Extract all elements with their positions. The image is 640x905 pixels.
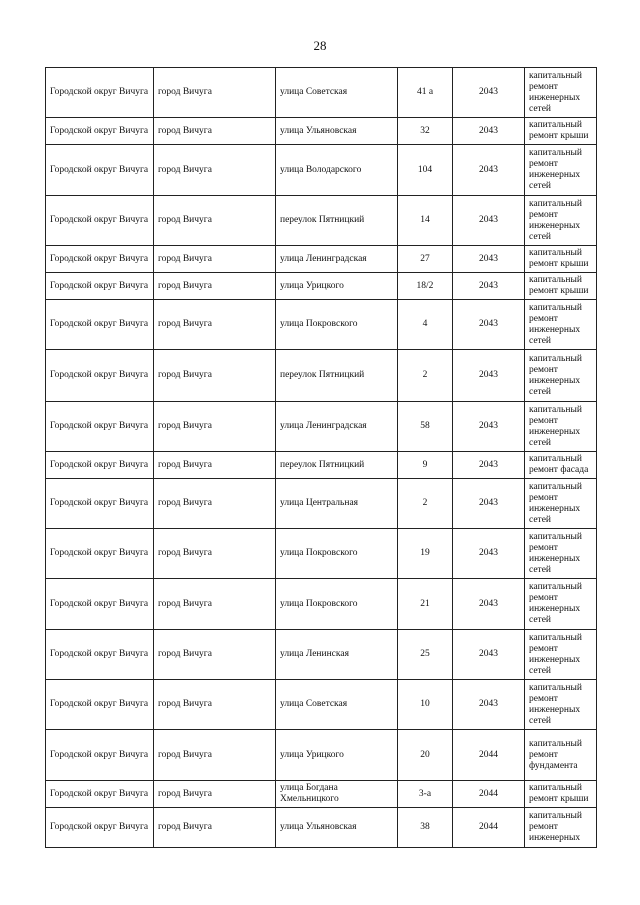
cell-work-type: капитальный ремонт инженерных сетей (525, 479, 597, 529)
table-row (46, 529, 597, 579)
cell-street: улица Ленинская (276, 630, 398, 680)
cell-okrug: Городской округ Вичуга (46, 246, 154, 273)
table-row (46, 452, 597, 479)
cell-work-type: капитальный ремонт инженерных сетей (525, 196, 597, 246)
cell-okrug: Городской округ Вичуга (46, 579, 154, 630)
cell-city: город Вичуга (154, 145, 276, 196)
cell-okrug: Городской округ Вичуга (46, 630, 154, 680)
table-row (46, 680, 597, 730)
cell-house-number: 41 а (398, 68, 453, 118)
cell-work-type: капитальный ремонт инженерных сетей (525, 529, 597, 579)
cell-house-number: 9 (398, 452, 453, 479)
cell-work-type: капитальный ремонт крыши (525, 246, 597, 273)
cell-okrug: Городской округ Вичуга (46, 452, 154, 479)
cell-city: город Вичуга (154, 300, 276, 350)
cell-street: улица Урицкого (276, 273, 398, 300)
cell-house-number: 3-а (398, 781, 453, 808)
cell-city: город Вичуга (154, 529, 276, 579)
cell-year: 2043 (453, 350, 525, 402)
table-row (46, 246, 597, 273)
cell-year: 2043 (453, 68, 525, 118)
cell-year: 2043 (453, 579, 525, 630)
cell-year: 2044 (453, 808, 525, 848)
cell-okrug: Городской округ Вичуга (46, 730, 154, 781)
cell-street: переулок Пятницкий (276, 350, 398, 402)
cell-year: 2043 (453, 529, 525, 579)
cell-city: город Вичуга (154, 579, 276, 630)
table-row (46, 730, 597, 781)
cell-city: город Вичуга (154, 350, 276, 402)
cell-street: улица Богдана Хмельницкого (276, 781, 398, 808)
cell-work-type: капитальный ремонт инженерных сетей (525, 350, 597, 402)
table-row (46, 479, 597, 529)
cell-city: город Вичуга (154, 730, 276, 781)
cell-house-number: 27 (398, 246, 453, 273)
cell-city: город Вичуга (154, 118, 276, 145)
cell-work-type: капитальный ремонт крыши (525, 118, 597, 145)
cell-okrug: Городской округ Вичуга (46, 529, 154, 579)
table-row (46, 145, 597, 196)
cell-city: город Вичуга (154, 680, 276, 730)
cell-city: город Вичуга (154, 246, 276, 273)
cell-year: 2043 (453, 118, 525, 145)
cell-year: 2043 (453, 680, 525, 730)
cell-street: улица Покровского (276, 300, 398, 350)
cell-okrug: Городской округ Вичуга (46, 68, 154, 118)
table-row (46, 781, 597, 808)
table-row (46, 118, 597, 145)
cell-street: улица Покровского (276, 579, 398, 630)
table-row (46, 579, 597, 630)
cell-city: город Вичуга (154, 808, 276, 848)
cell-city: город Вичуга (154, 479, 276, 529)
housing-repair-table (45, 67, 597, 848)
table-row (46, 273, 597, 300)
cell-house-number: 18/2 (398, 273, 453, 300)
cell-city: город Вичуга (154, 781, 276, 808)
cell-city: город Вичуга (154, 402, 276, 452)
cell-city: город Вичуга (154, 68, 276, 118)
cell-street: улица Ульяновская (276, 808, 398, 848)
table-row (46, 402, 597, 452)
cell-work-type: капитальный ремонт крыши (525, 273, 597, 300)
cell-year: 2043 (453, 479, 525, 529)
cell-street: переулок Пятницкий (276, 452, 398, 479)
cell-street: улица Володарского (276, 145, 398, 196)
cell-year: 2043 (453, 246, 525, 273)
cell-work-type: капитальный ремонт инженерных сетей (525, 579, 597, 630)
cell-house-number: 25 (398, 630, 453, 680)
cell-city: город Вичуга (154, 630, 276, 680)
cell-house-number: 104 (398, 145, 453, 196)
cell-street: улица Ульяновская (276, 118, 398, 145)
cell-okrug: Городской округ Вичуга (46, 479, 154, 529)
cell-street: улица Урицкого (276, 730, 398, 781)
cell-work-type: капитальный ремонт фундамента (525, 730, 597, 781)
cell-year: 2043 (453, 402, 525, 452)
cell-okrug: Городской округ Вичуга (46, 196, 154, 246)
cell-year: 2043 (453, 300, 525, 350)
cell-work-type: капитальный ремонт инженерных сетей (525, 402, 597, 452)
cell-house-number: 2 (398, 350, 453, 402)
cell-year: 2043 (453, 630, 525, 680)
cell-work-type: капитальный ремонт инженерных сетей (525, 145, 597, 196)
cell-house-number: 32 (398, 118, 453, 145)
cell-work-type: капитальный ремонт инженерных сетей (525, 630, 597, 680)
cell-city: город Вичуга (154, 196, 276, 246)
cell-street: улица Советская (276, 680, 398, 730)
cell-okrug: Городской округ Вичуга (46, 350, 154, 402)
cell-street: улица Покровского (276, 529, 398, 579)
cell-okrug: Городской округ Вичуга (46, 300, 154, 350)
cell-house-number: 10 (398, 680, 453, 730)
cell-okrug: Городской округ Вичуга (46, 273, 154, 300)
table-row (46, 630, 597, 680)
cell-city: город Вичуга (154, 452, 276, 479)
cell-work-type: капитальный ремонт крыши (525, 781, 597, 808)
cell-year: 2043 (453, 196, 525, 246)
cell-house-number: 20 (398, 730, 453, 781)
cell-work-type: капитальный ремонт инженерных сетей (525, 680, 597, 730)
table-row (46, 68, 597, 118)
cell-okrug: Городской округ Вичуга (46, 808, 154, 848)
cell-street: улица Ленинградская (276, 402, 398, 452)
cell-house-number: 4 (398, 300, 453, 350)
page-number: 28 (313, 38, 327, 53)
cell-okrug: Городской округ Вичуга (46, 145, 154, 196)
cell-house-number: 38 (398, 808, 453, 848)
cell-okrug: Городской округ Вичуга (46, 402, 154, 452)
cell-year: 2044 (453, 781, 525, 808)
cell-city: город Вичуга (154, 273, 276, 300)
table-row (46, 808, 597, 848)
table-row (46, 300, 597, 350)
cell-house-number: 14 (398, 196, 453, 246)
cell-year: 2043 (453, 145, 525, 196)
cell-house-number: 2 (398, 479, 453, 529)
table-body (46, 68, 597, 848)
cell-work-type: капитальный ремонт фасада (525, 452, 597, 479)
cell-street: улица Центральная (276, 479, 398, 529)
cell-street: улица Советская (276, 68, 398, 118)
cell-street: улица Ленинградская (276, 246, 398, 273)
cell-work-type: капитальный ремонт инженерных сетей (525, 300, 597, 350)
cell-work-type: капитальный ремонт инженерных (525, 808, 597, 848)
cell-house-number: 58 (398, 402, 453, 452)
cell-house-number: 21 (398, 579, 453, 630)
cell-okrug: Городской округ Вичуга (46, 680, 154, 730)
cell-okrug: Городской округ Вичуга (46, 781, 154, 808)
table-row (46, 196, 597, 246)
cell-work-type: капитальный ремонт инженерных сетей (525, 68, 597, 118)
table-row (46, 350, 597, 402)
cell-year: 2043 (453, 273, 525, 300)
cell-okrug: Городской округ Вичуга (46, 118, 154, 145)
cell-street: переулок Пятницкий (276, 196, 398, 246)
cell-year: 2044 (453, 730, 525, 781)
cell-house-number: 19 (398, 529, 453, 579)
cell-year: 2043 (453, 452, 525, 479)
